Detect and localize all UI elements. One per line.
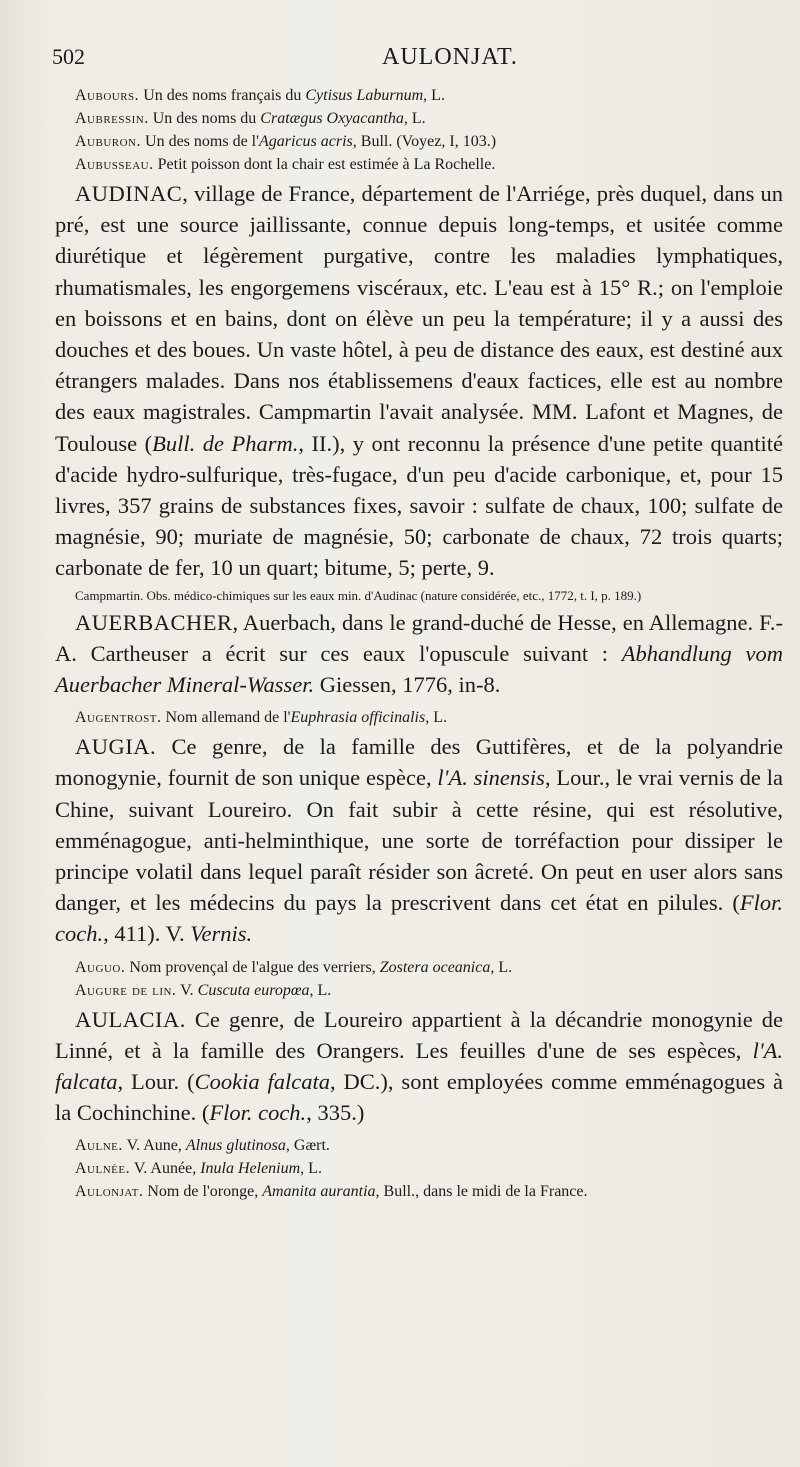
entry-text: V. Aunée, — [130, 1160, 201, 1178]
entry-text: Nom provençal de l'algue des verriers, — [125, 958, 380, 976]
entry-term: Aubours. — [75, 87, 140, 104]
entry-reference: Flor. coch. — [55, 890, 783, 947]
entry-text: , L. — [403, 110, 426, 127]
entry-term: Auburon. — [75, 133, 142, 150]
entry-text: Ce genre, de Loureiro appartient à la décandrie monogynie de Linné, et à la famille des Orangers. Les feuilles d'une de ses espèces, — [55, 1006, 783, 1063]
entry-text: , Gært. — [285, 1137, 330, 1155]
entry-headword: AUGIA. — [75, 734, 157, 760]
entry-headword: AUDINAC — [75, 181, 183, 206]
entry-augia — [55, 731, 783, 949]
entry-headword: AULACIA. — [75, 1006, 186, 1032]
entry-book-title: Abhandlung vom Auerbacher Mineral-Wasser. — [55, 640, 783, 698]
entry-latin-name: l'A. sinensis — [437, 765, 545, 791]
entry-latin-name: Cratægus Oxyacantha — [260, 110, 404, 127]
entry-audinac-reference: Campmartin. Obs. médico-chimiques sur les eaux min. d'Audinac (nature considérée, etc., 1772, t. I, p. 189.) — [75, 587, 642, 603]
entry-aulacia — [55, 1004, 783, 1129]
entry-latin-name: l'A. falcata — [55, 1037, 783, 1095]
entry-aulne — [55, 1134, 783, 1157]
entry-text: , L. — [490, 958, 513, 976]
entry-aulonjat — [55, 1180, 783, 1203]
entry-text: Giessen, 1776, in-8. — [314, 672, 501, 698]
entry-text: V. — [176, 981, 198, 999]
entry-term: Augentrost. — [75, 709, 162, 727]
entry-text: , Lour. ( — [117, 1069, 195, 1095]
entry-text: , 335.) — [306, 1100, 365, 1126]
entry-term: Aulnée. — [75, 1160, 131, 1178]
entry-auguo — [55, 956, 783, 979]
entry-augure-de-lin — [55, 979, 783, 1002]
entry-reference: Flor. coch. — [209, 1100, 307, 1126]
entry-text: , village de France, département de l'Arriége, près duquel, dans un pré, est une source jaillissante, connue depuis long-temps, et usitée comme diurétique et légèrement purgative, contre les maladies lymphatiques, rhumatismales, les engorgemens viscéraux, etc. L'eau est à 15° R.; on l'emploie en boissons et en bains, dont on élève un peu la température; il y a aussi des douches et des boues. Un vaste hôtel, à peu de distance des eaux, est destiné aux étrangers malades. Dans nos établissemens d'eaux factices, elle est au nombre des eaux magistrales. Campmartin l'avait analysée. MM. Lafont et Magnes, de Toulouse ( — [55, 181, 783, 456]
entry-latin-name: Cuscuta europœa — [197, 981, 310, 999]
entry-text: Un des noms français du — [139, 87, 306, 104]
entry-latin-name: Cytisus Laburnum — [305, 87, 424, 104]
entry-text: , Bull. (Voyez, I, 103.) — [352, 133, 497, 150]
entry-term: Aubusseau. — [75, 156, 154, 173]
page-header — [52, 44, 772, 80]
entry-aubours — [55, 84, 783, 107]
entry-text: , II.), y ont reconnu la présence d'une petite quantité d'acide hydro-sulfurique, très-fugace, d'un peu d'acide carbonique, et, pour 15 livres, 357 grains de substances fixes, savoir : sulfate de chaux, 100; sulfate de magnésie, 90; muriate de magnésie, 50; carbonate de chaux, 72 trois quarts; carbonate de fer, 10 un quart; bitume, 5; perte, 9. — [55, 430, 783, 581]
entry-headword: AUERBACHER — [75, 609, 233, 635]
entry-text: , Bull., dans le midi de la France. — [375, 1183, 588, 1201]
entry-text: , L. — [309, 981, 332, 999]
entry-term: Aulonjat. — [75, 1183, 144, 1201]
entry-text: Un des noms du — [148, 110, 261, 127]
entry-reference: Bull. de Pharm. — [152, 430, 299, 456]
entry-aulnee — [55, 1157, 783, 1180]
page-number: 502 — [52, 44, 85, 69]
entry-term: Auguo. — [75, 958, 126, 976]
entry-term: Aubressin. — [75, 110, 149, 127]
entry-latin-name: Zostera oceanica — [379, 958, 491, 976]
entry-augentrost — [55, 706, 783, 729]
entry-term: Augure de lin. — [75, 981, 177, 999]
running-title: AULONJAT. — [382, 44, 518, 70]
entry-latin-name: Amanita aurantia — [262, 1183, 376, 1201]
entry-text: V. Aune, — [122, 1137, 186, 1155]
entry-audinac — [55, 178, 783, 584]
entry-text: , DC.), sont employées comme emménagogues à la Cochinchine. ( — [55, 1069, 783, 1126]
entry-cross-reference: Vernis. — [190, 921, 253, 947]
page-content — [55, 84, 783, 1203]
entry-aubusseau — [55, 153, 783, 176]
entry-term: Aulne. — [75, 1137, 123, 1155]
entry-text: Ce genre, de la famille des Guttifères, et de la polyandrie monogynie, fournit de son unique espèce, — [55, 734, 783, 791]
entry-text: , 411). V. — [103, 921, 191, 947]
entry-latin-name: Euphrasia officinalis — [290, 709, 426, 727]
entry-latin-name: Alnus glutinosa — [185, 1137, 286, 1155]
entry-text: Petit poisson dont la chair est estimée à La Rochelle. — [153, 156, 496, 173]
entry-text: Nom allemand de l' — [161, 709, 291, 727]
entry-text: Nom de l'oronge, — [143, 1183, 263, 1201]
entry-text: , Auerbach, dans le grand-duché de Hesse, en Allemagne. F.-A. Cartheuser a écrit sur ces eaux l'opuscule suivant : — [55, 609, 783, 666]
entry-latin-name: Agaricus acris — [259, 133, 353, 150]
entry-text: Un des noms de l' — [141, 133, 259, 150]
entry-text: , L. — [423, 87, 445, 104]
entry-latin-name: Cookia falcata — [194, 1069, 330, 1095]
entry-auerbacher — [55, 607, 783, 701]
entry-text: , Lour., le vrai vernis de la Chine, suivant Loureiro. On fait subir à cette résine, qui est résolutive, emménagogue, anti-helminthique, une sorte de torréfaction pour dissiper le principe volatil dans lequel paraît résider son âcreté. On peut en user alors sans danger, et les médecins du pays la prescrivent dans cet état en pilules. ( — [55, 765, 783, 916]
entry-text: , L. — [425, 709, 447, 727]
entry-text: , L. — [300, 1160, 322, 1178]
entry-auburon — [55, 130, 783, 153]
entry-aubressin — [55, 107, 783, 130]
entry-latin-name: Inula Helenium — [200, 1160, 301, 1178]
